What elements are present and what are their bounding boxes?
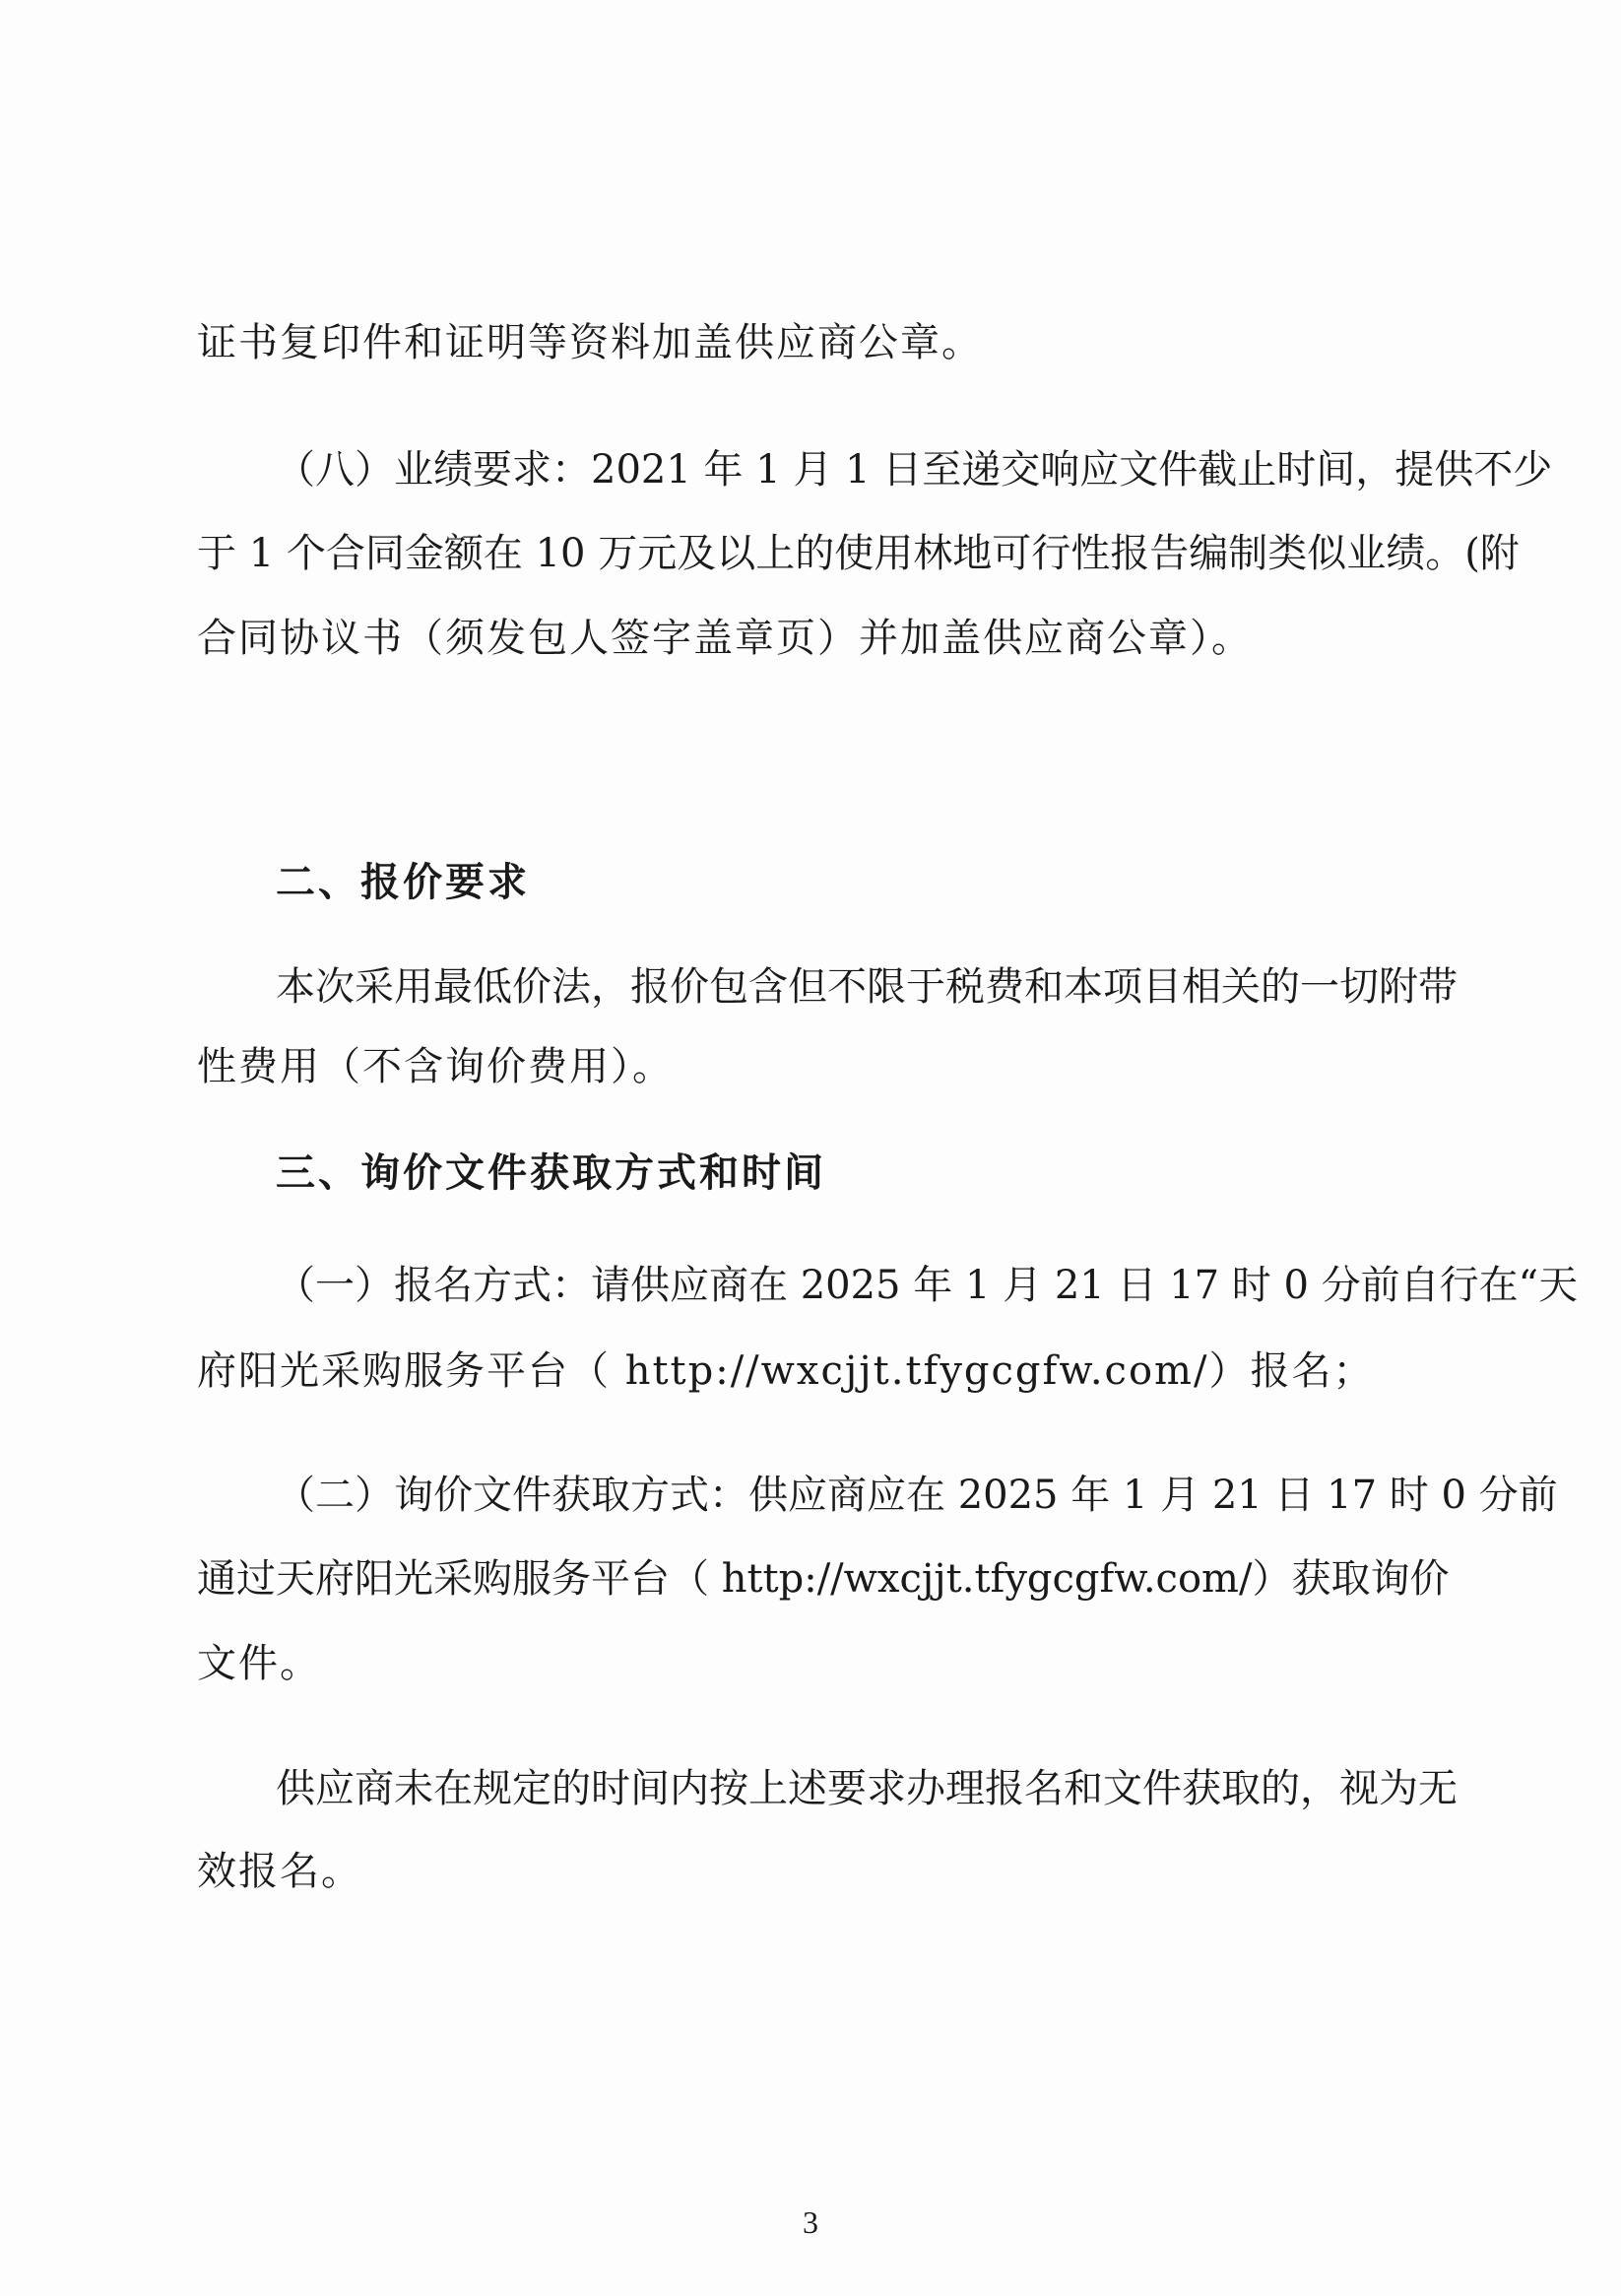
section3-item2-line1: （二）询价文件获取方式：供应商应在 2025 年 1 月 21 日 17 时 0 分前 — [276, 1473, 1558, 1518]
section3-heading: 三、询价文件获取方式和时间 — [276, 1150, 826, 1196]
item8-line3: 合同协议书（须发包人签字盖章页）并加盖供应商公章）。 — [197, 616, 1253, 661]
section3-note-line2: 效报名。 — [197, 1849, 362, 1894]
section3-item2-line2: 通过天府阳光采购服务平台（ http://wxcjjt.tfygcgfw.com/）获取询价 — [197, 1556, 1450, 1602]
section3-item1-line1: （一）报名方式：请供应商在 2025 年 1 月 21 日 17 时 0 分前自行在“天 — [276, 1263, 1579, 1308]
section3-item2-line3: 文件。 — [197, 1641, 321, 1686]
section3-item1-line2: 府阳光采购服务平台（ http://wxcjjt.tfygcgfw.com/）报名； — [197, 1348, 1375, 1394]
section2-para-line2: 性费用（不含询价费用）。 — [197, 1044, 674, 1089]
section2-para-line1: 本次采用最低价法，报价包含但不限于税费和本项目相关的一切附带 — [276, 964, 1458, 1010]
item8-line2: 于 1 个合同金额在 10 万元及以上的使用林地可行性报告编制类似业绩。(附 — [197, 531, 1520, 576]
section3-note-line1: 供应商未在规定的时间内按上述要求办理报名和文件获取的，视为无 — [276, 1766, 1458, 1811]
item8-line1: （八）业绩要求：2021 年 1 月 1 日至递交响应文件截止时间，提供不少 — [276, 447, 1553, 492]
carryover-text: 证书复印件和证明等资料加盖供应商公章。 — [197, 320, 983, 365]
section2-heading: 二、报价要求 — [276, 860, 530, 905]
page-number: 3 — [803, 2204, 818, 2240]
